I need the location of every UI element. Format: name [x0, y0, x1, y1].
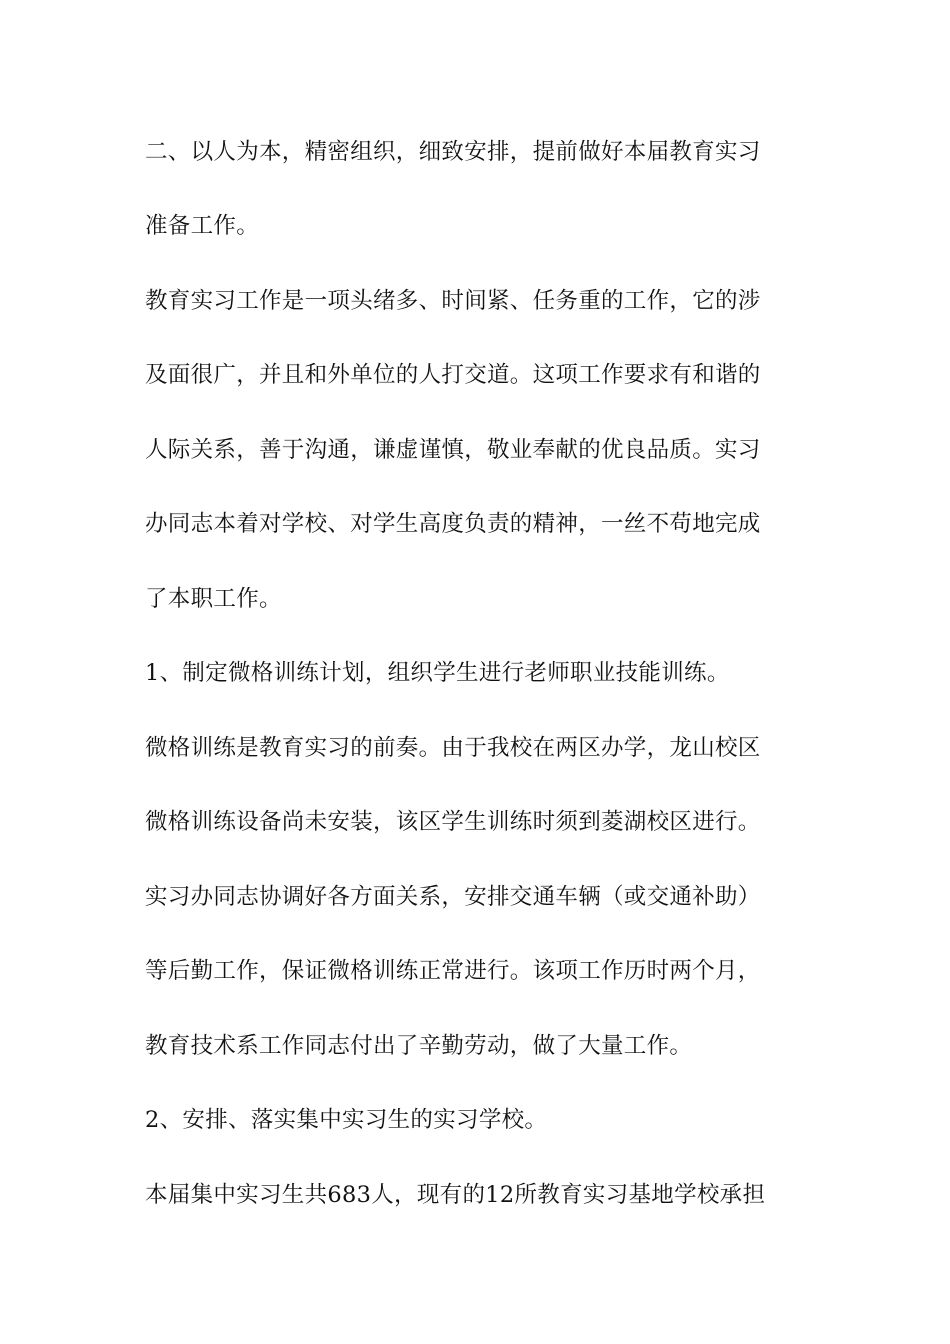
paragraph-line: 办同志本着对学校、对学生高度负责的精神，一丝不苟地完成 — [145, 511, 761, 537]
paragraph-line: 教育实习工作是一项头绪多、时间紧、任务重的工作，它的涉 — [145, 288, 761, 314]
paragraph-line: 等后勤工作，保证微格训练正常进行。该项工作历时两个月， — [145, 958, 761, 984]
paragraph-line: 实习办同志协调好各方面关系，安排交通车辆（或交通补助） — [145, 884, 761, 910]
paragraph-line: 教育技术系工作同志付出了辛勤劳动，做了大量工作。 — [145, 1033, 693, 1059]
paragraph-line: 本届集中实习生共683人，现有的12所教育实习基地学校承担 — [145, 1182, 766, 1208]
paragraph-line: 微格训练是教育实习的前奏。由于我校在两区办学，龙山校区 — [145, 735, 761, 761]
heading-section-two: 二、以人为本，精密组织，细致安排，提前做好本届教育实习 — [145, 139, 761, 165]
heading-section-two-cont: 准备工作。 — [145, 213, 260, 239]
subheading-item-1: 1、制定微格训练计划，组织学生进行老师职业技能训练。 — [145, 660, 730, 686]
paragraph-line: 了本职工作。 — [145, 586, 282, 612]
paragraph-line: 微格训练设备尚未安装，该区学生训练时须到菱湖校区进行。 — [145, 809, 761, 835]
paragraph-line: 人际关系，善于沟通，谦虚谨慎，敬业奉献的优良品质。实习 — [145, 437, 761, 463]
subheading-item-2: 2、安排、落实集中实习生的实习学校。 — [145, 1107, 548, 1133]
paragraph-line: 及面很广，并且和外单位的人打交道。这项工作要求有和谐的 — [145, 362, 761, 388]
